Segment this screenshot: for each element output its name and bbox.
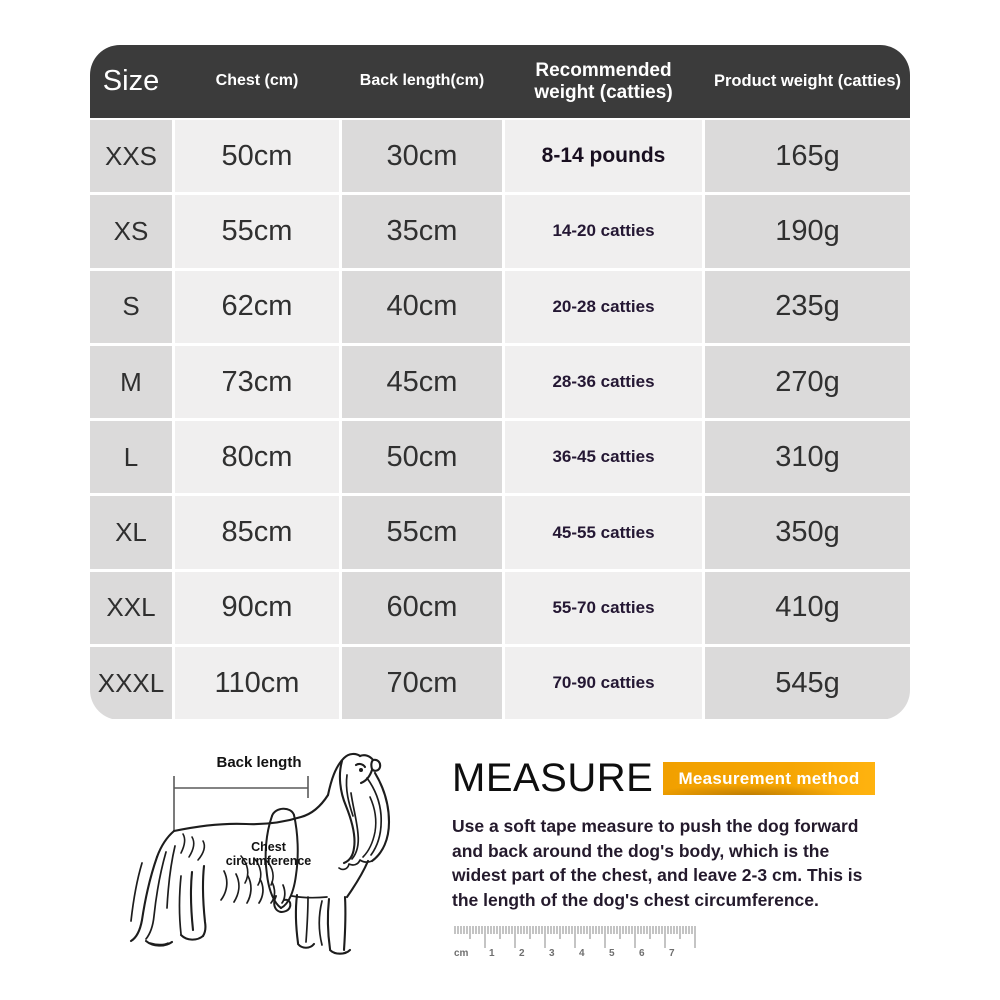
cell-back-length: 55cm xyxy=(342,496,502,568)
cell-size: XXS xyxy=(90,120,172,192)
cell-size: M xyxy=(90,346,172,418)
cell-product-weight: 190g xyxy=(705,195,910,267)
cell-size: S xyxy=(90,271,172,343)
ruler-number: 1 xyxy=(489,948,495,959)
description-line: Use a soft tape measure to push the dog forward xyxy=(452,816,859,836)
cell-chest: 50cm xyxy=(175,120,339,192)
cell-chest: 85cm xyxy=(175,496,339,568)
header-cell-product-weight: Product weight (catties) xyxy=(713,72,902,91)
cell-size: L xyxy=(90,421,172,493)
cell-chest: 62cm xyxy=(175,271,339,343)
cell-product-weight: 350g xyxy=(705,496,910,568)
cell-recommended-weight: 28-36 catties xyxy=(505,346,702,418)
cell-chest: 90cm xyxy=(175,572,339,644)
cell-chest: 73cm xyxy=(175,346,339,418)
cell-product-weight: 270g xyxy=(705,346,910,418)
header-cell-recommended-weight: Recommended weight (catties) xyxy=(534,59,673,103)
ruler-illustration xyxy=(452,918,712,968)
ruler-number: 4 xyxy=(579,948,585,959)
cell-recommended-weight: 70-90 catties xyxy=(505,647,702,719)
measurement-method-button-label: Measurement method xyxy=(678,768,860,788)
cell-recommended-weight: 45-55 catties xyxy=(505,496,702,568)
table-header-row xyxy=(90,45,910,118)
cell-product-weight: 545g xyxy=(705,647,910,719)
ruler-number: 5 xyxy=(609,948,615,959)
ruler-number: 6 xyxy=(639,948,645,959)
cell-back-length: 35cm xyxy=(342,195,502,267)
size-chart-table xyxy=(90,45,910,720)
description-line: and back around the dog's body, which is the xyxy=(452,840,830,861)
cell-back-length: 40cm xyxy=(342,271,502,343)
ruler-number: 3 xyxy=(549,948,555,959)
ruler-ticks xyxy=(455,926,695,948)
cell-back-length: 70cm xyxy=(342,647,502,719)
cell-back-length: 60cm xyxy=(342,572,502,644)
header-cell-chest: Chest (cm) xyxy=(215,72,299,90)
description-line: widest part of the chest, and leave 2-3 cm. This is xyxy=(452,865,863,885)
table-body xyxy=(90,118,910,719)
cell-back-length: 50cm xyxy=(342,421,502,493)
chest-circumference-label: Chest circumference xyxy=(225,840,312,868)
cell-size: XL xyxy=(90,496,172,568)
back-length-label: Back length xyxy=(216,754,302,771)
cell-product-weight: 410g xyxy=(705,572,910,644)
cell-size: XXXL xyxy=(90,647,172,719)
cell-chest: 110cm xyxy=(175,647,339,719)
ruler-number: 7 xyxy=(669,948,675,959)
header-cell-back-length: Back length(cm) xyxy=(359,72,485,90)
header-cell-size: Size xyxy=(102,64,160,97)
cell-size: XS xyxy=(90,195,172,267)
cell-product-weight: 235g xyxy=(705,271,910,343)
cell-recommended-weight: 14-20 catties xyxy=(505,195,702,267)
cell-back-length: 30cm xyxy=(342,120,502,192)
cell-back-length: 45cm xyxy=(342,346,502,418)
measurement-diagram xyxy=(120,745,480,985)
cell-chest: 55cm xyxy=(175,195,339,267)
back-length-measure-line xyxy=(174,776,308,831)
ruler-unit-label: cm xyxy=(454,948,469,959)
measure-section-title: MEASURE xyxy=(452,756,654,800)
cell-recommended-weight: 8-14 pounds xyxy=(505,120,702,192)
cell-product-weight: 165g xyxy=(705,120,910,192)
cell-chest: 80cm xyxy=(175,421,339,493)
cell-recommended-weight: 36-45 catties xyxy=(505,421,702,493)
cell-recommended-weight: 20-28 catties xyxy=(505,271,702,343)
cell-product-weight: 310g xyxy=(705,421,910,493)
description-line: the length of the dog's chest circumference. xyxy=(452,889,819,910)
cell-size: XXL xyxy=(90,572,172,644)
measure-description xyxy=(452,814,862,912)
ruler-number: 2 xyxy=(519,948,525,959)
cell-recommended-weight: 55-70 catties xyxy=(505,572,702,644)
measurement-method-button[interactable] xyxy=(663,762,875,795)
ruler-graphic xyxy=(452,918,712,968)
